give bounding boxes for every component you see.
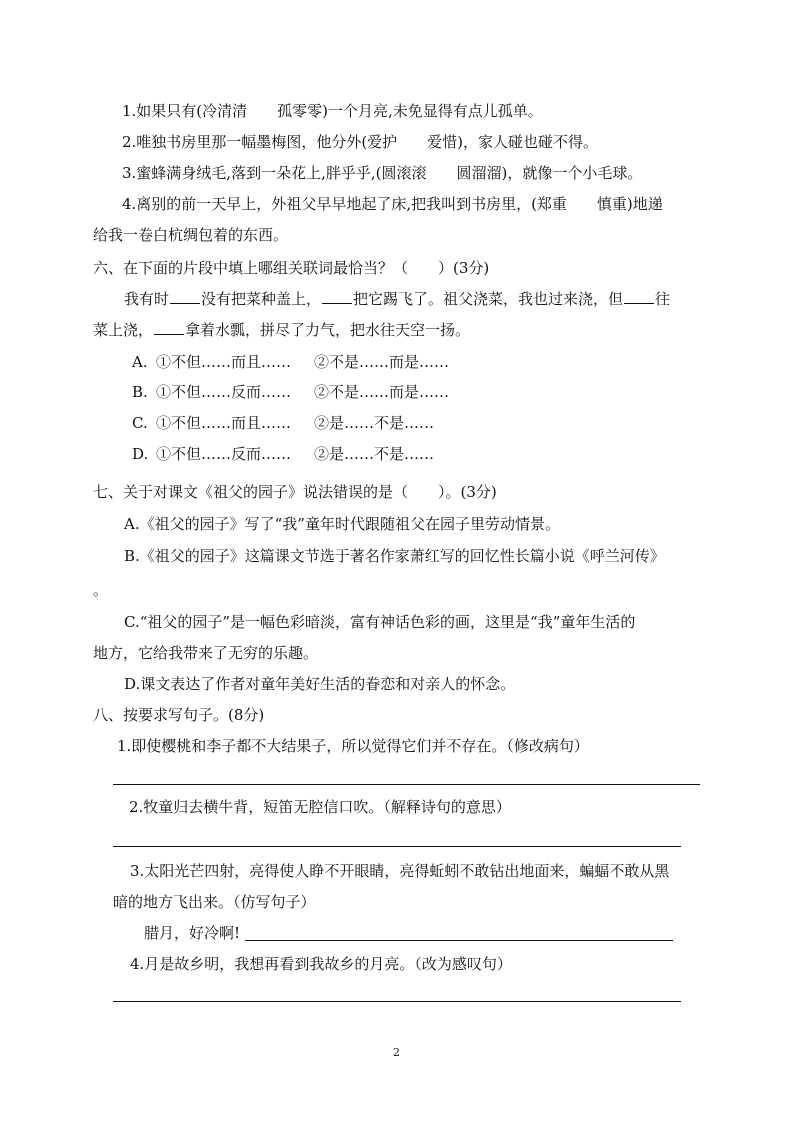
s6-option-d: D. ①不但……反而…… ②是……不是…… (132, 445, 435, 463)
s6-option-c: C. ①不但……而且…… ②是……不是…… (132, 414, 435, 432)
answer-line[interactable] (113, 784, 700, 785)
answer-line[interactable] (245, 940, 673, 941)
s8-heading: 八、按要求写句子。(8分) (93, 706, 265, 724)
s5-item-2: 2.唯独书房里那一幅墨梅图，他分外(爱护 爱惜)，家人碰也碰不得。 (122, 133, 599, 151)
s7-option-d: D.课文表达了作者对童年美好生活的眷恋和对亲人的怀念。 (124, 675, 516, 693)
s8-question-4: 4.月是故乡明，我想再看到我故乡的月亮。（改为感叹句） (130, 955, 512, 973)
s7-option-b: B.《祖父的园子》这篇课文节选于著名作家萧红写的回忆性长篇小说《呼兰河传》 (124, 547, 665, 565)
page-number: 2 (393, 1046, 400, 1059)
blank-line (154, 320, 184, 335)
s8-question-2: 2.牧童归去横牛背，短笛无腔信口吹。（解释诗句的意思） (129, 798, 511, 816)
blank-line (624, 289, 654, 304)
answer-line[interactable] (113, 1001, 681, 1002)
s6-passage-line2: 菜上浇， 拿着水瓢，拼尽了力气，把水往天空一扬。 (93, 321, 471, 339)
answer-line[interactable] (113, 846, 681, 847)
s7-option-c: C.“祖父的园子”是一幅色彩暗淡，富有神话色彩的画，这里是“我”童年生活的 (124, 613, 636, 631)
s7-option-c-cont: 地方，它给我带来了无穷的乐趣。 (93, 644, 319, 662)
s5-item-4-cont: 给我一卷白杭绸包着的东西。 (93, 226, 289, 244)
s7-option-b-cont: 。 (93, 581, 109, 599)
s5-item-4: 4.离别的前一天早上，外祖父早早地起了床,把我叫到书房里，(郑重 慎重)地递 (122, 195, 663, 213)
s7-option-a: A.《祖父的园子》写了“我”童年时代跟随祖父在园子里劳动情景。 (124, 515, 560, 533)
s6-option-b: B. ①不但……反而…… ②不是……而是…… (132, 383, 450, 401)
s8-question-3: 3.太阳光芒四射，亮得使人睁不开眼睛，亮得蚯蚓不敢钻出地面来，蝙蝠不敢从黑 (130, 862, 670, 880)
s8-question-3-prompt: 腊月，好冷啊! (144, 924, 241, 942)
s6-passage-line1: 我有时 没有把菜种盖上， 把它踢飞了。祖父浇菜，我也过来浇，但 往 (124, 290, 671, 308)
s6-heading: 六、在下面的片段中填上哪组关联词最恰当？（ ）(3分) (93, 259, 490, 277)
s8-question-1: 1.即使樱桃和李子都不大结果子，所以觉得它们并不存在。（修改病句） (117, 737, 589, 755)
s5-item-1: 1.如果只有(冷清清 孤零零)一个月亮,未免显得有点儿孤单。 (122, 102, 543, 120)
s5-item-3: 3.蜜蜂满身绒毛,落到一朵花上,胖乎乎,(圆滚滚 圆溜溜)，就像一个小毛球。 (122, 164, 643, 182)
s6-option-a: A. ①不但……而且…… ②不是……而是…… (132, 353, 450, 371)
blank-line (322, 289, 352, 304)
s8-question-3-cont: 暗的地方飞出来。（仿写句子） (113, 893, 316, 911)
blank-line (170, 289, 200, 304)
s7-heading: 七、关于对课文《祖父的园子》说法错误的是（ ）。(3分) (93, 483, 497, 501)
